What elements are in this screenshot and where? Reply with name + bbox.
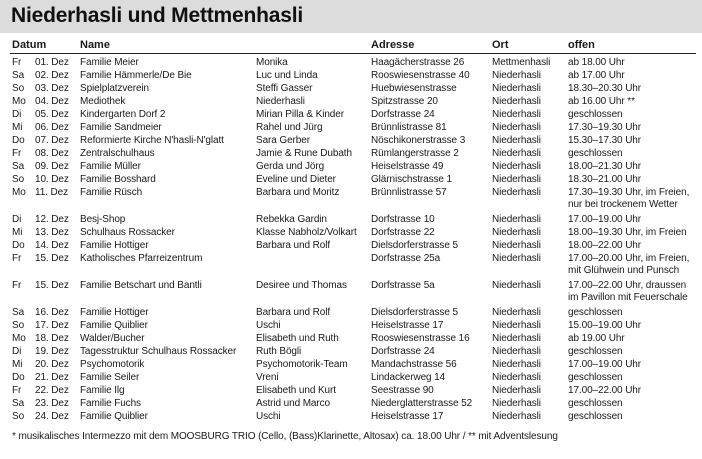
cell-place: Niederhasli (492, 227, 541, 238)
cell-open: 17.00–22.00 Uhr, draussen (568, 280, 687, 291)
cell-address: Rooswiesenstrasse 40 (371, 70, 470, 81)
cell-weekday: Mi (12, 227, 23, 238)
cell-open: 17.00–19.00 Uhr (568, 214, 642, 225)
cell-date: 17. Dez (35, 320, 69, 331)
cell-host-name: Familie Rüsch (80, 187, 143, 198)
cell-open: 18.30–21.00 Uhr (568, 174, 642, 185)
cell-place: Niederhasli (492, 307, 541, 318)
cell-date: 04. Dez (35, 96, 69, 107)
cell-address: Dorfstrasse 25a (371, 253, 441, 264)
cell-place: Niederhasli (492, 320, 541, 331)
cell-date: 10. Dez (35, 174, 69, 185)
cell-date: 22. Dez (35, 385, 69, 396)
cell-host-name: Kindergarten Dorf 2 (80, 109, 166, 120)
cell-address: Heiselstrasse 49 (371, 161, 444, 172)
cell-contact: Psychomotorik-Team (256, 359, 348, 370)
cell-host-name: Familie Seiler (80, 372, 140, 383)
cell-place: Niederhasli (492, 280, 541, 291)
cell-host-name: Familie Hottiger (80, 240, 149, 251)
cell-open: ab 19.00 Uhr (568, 333, 625, 344)
cell-date: 18. Dez (35, 333, 69, 344)
cell-date: 21. Dez (35, 372, 69, 383)
cell-date: 13. Dez (35, 227, 69, 238)
cell-contact: Rebekka Gardin (256, 214, 327, 225)
cell-open: geschlossen (568, 307, 623, 318)
cell-place: Niederhasli (492, 398, 541, 409)
cell-weekday: Mo (12, 333, 26, 344)
cell-contact: Uschi (256, 411, 281, 422)
cell-open: geschlossen (568, 109, 623, 120)
cell-host-name: Familie Quiblier (80, 320, 148, 331)
cell-place: Niederhasli (492, 70, 541, 81)
cell-host-name: Familie Quiblier (80, 411, 148, 422)
cell-weekday: Di (12, 214, 22, 225)
cell-open: 17.00–20.00 Uhr, im Freien, (568, 253, 690, 264)
footnote: * musikalisches Intermezzo mit dem MOOSBURG TRIO (Cello, (Bass)Klarinette, Altosax) ca. 18.00 Uhr / ** mit Adventslesung (12, 431, 558, 442)
cell-weekday: Sa (12, 161, 25, 172)
cell-place: Niederhasli (492, 346, 541, 357)
cell-weekday: Di (12, 346, 22, 357)
cell-host-name: Schulhaus Rossacker (80, 227, 175, 238)
cell-address: Glärnischstrasse 1 (371, 174, 453, 185)
cell-weekday: Fr (12, 57, 22, 68)
cell-address: Haagächerstrasse 26 (371, 57, 465, 68)
cell-date: 01. Dez (35, 57, 69, 68)
cell-weekday: So (12, 174, 25, 185)
cell-weekday: Fr (12, 253, 22, 264)
cell-open: 18.00–22.00 Uhr (568, 240, 642, 251)
cell-open: 15.30–17.30 Uhr (568, 135, 642, 146)
cell-open: im Pavillon mit Feuerschale (568, 292, 688, 303)
cell-contact: Sara Gerber (256, 135, 310, 146)
cell-contact: Ruth Bögli (256, 346, 302, 357)
header-datum: Datum (12, 39, 47, 51)
cell-address: Seestrasse 90 (371, 385, 434, 396)
cell-date: 24. Dez (35, 411, 69, 422)
cell-weekday: Mi (12, 122, 23, 133)
cell-host-name: Spielplatzverein (80, 83, 149, 94)
page-title: Niederhasli und Mettmenhasli (11, 4, 303, 27)
cell-address: Rümlangerstrasse 2 (371, 148, 459, 159)
cell-place: Niederhasli (492, 372, 541, 383)
header-ort: Ort (492, 39, 509, 51)
cell-address: Dorfstrasse 24 (371, 346, 435, 357)
cell-contact: Steffi Gasser (256, 83, 313, 94)
cell-contact: Niederhasli (256, 96, 305, 107)
cell-place: Niederhasli (492, 187, 541, 198)
cell-place: Mettmenhasli (492, 57, 551, 68)
cell-address: Dielsdorferstrasse 5 (371, 240, 458, 251)
cell-contact: Eveline und Dieter (256, 174, 336, 185)
cell-place: Niederhasli (492, 135, 541, 146)
cell-date: 12. Dez (35, 214, 69, 225)
cell-contact: Astrid und Marco (256, 398, 330, 409)
cell-contact: Uschi (256, 320, 281, 331)
header-name: Name (80, 39, 110, 51)
cell-host-name: Katholisches Pfarreizentrum (80, 253, 203, 264)
cell-contact: Barbara und Rolf (256, 240, 331, 251)
cell-host-name: Familie Sandmeier (80, 122, 162, 133)
cell-host-name: Familie Fuchs (80, 398, 141, 409)
cell-open: nur bei trockenem Wetter (568, 199, 678, 210)
cell-date: 14. Dez (35, 240, 69, 251)
cell-address: Spitzstrasse 20 (371, 96, 438, 107)
cell-host-name: Psychomotorik (80, 359, 145, 370)
cell-address: Nöschikonerstrasse 3 (371, 135, 466, 146)
cell-weekday: Sa (12, 307, 25, 318)
cell-date: 02. Dez (35, 70, 69, 81)
cell-open: ab 16.00 Uhr ** (568, 96, 635, 107)
header-adresse: Adresse (371, 39, 415, 51)
cell-place: Niederhasli (492, 83, 541, 94)
cell-contact: Mirian Pilla & Kinder (256, 109, 344, 120)
cell-weekday: Sa (12, 398, 25, 409)
cell-contact: Monika (256, 57, 288, 68)
cell-host-name: Mediothek (80, 96, 126, 107)
cell-contact: Barbara und Moritz (256, 187, 340, 198)
cell-date: 15. Dez (35, 253, 69, 264)
cell-contact: Jamie & Rune Dubath (256, 148, 352, 159)
cell-weekday: Do (12, 135, 25, 146)
cell-host-name: Zentralschulhaus (80, 148, 155, 159)
cell-place: Niederhasli (492, 385, 541, 396)
cell-place: Niederhasli (492, 148, 541, 159)
cell-weekday: Mi (12, 359, 23, 370)
cell-address: Heiselstrasse 17 (371, 320, 444, 331)
cell-address: Dorfstrasse 24 (371, 109, 435, 120)
cell-place: Niederhasli (492, 161, 541, 172)
cell-weekday: Fr (12, 385, 22, 396)
cell-place: Niederhasli (492, 411, 541, 422)
cell-address: Dorfstrasse 22 (371, 227, 435, 238)
cell-weekday: Fr (12, 280, 22, 291)
cell-host-name: Familie Ilg (80, 385, 125, 396)
cell-date: 16. Dez (35, 307, 69, 318)
cell-contact: Gerda und Jörg (256, 161, 325, 172)
cell-open: geschlossen (568, 372, 623, 383)
cell-date: 07. Dez (35, 135, 69, 146)
cell-place: Niederhasli (492, 359, 541, 370)
cell-date: 23. Dez (35, 398, 69, 409)
cell-weekday: Sa (12, 70, 25, 81)
cell-contact: Vreni (256, 372, 279, 383)
cell-date: 05. Dez (35, 109, 69, 120)
cell-open: geschlossen (568, 346, 623, 357)
cell-place: Niederhasli (492, 214, 541, 225)
cell-host-name: Familie Hämmerle/De Bie (80, 70, 192, 81)
cell-open: 18.00–21.30 Uhr (568, 161, 642, 172)
cell-date: 11. Dez (35, 187, 69, 198)
cell-date: 19. Dez (35, 346, 69, 357)
cell-host-name: Familie Bosshard (80, 174, 156, 185)
cell-open: geschlossen (568, 148, 623, 159)
cell-open: geschlossen (568, 398, 623, 409)
cell-host-name: Familie Hottiger (80, 307, 149, 318)
cell-contact: Barbara und Rolf (256, 307, 331, 318)
cell-address: Niederglatterstrasse 52 (371, 398, 473, 409)
cell-open: 17.00–19.00 Uhr (568, 359, 642, 370)
cell-host-name: Tagesstruktur Schulhaus Rossacker (80, 346, 237, 357)
cell-contact: Desiree und Thomas (256, 280, 347, 291)
cell-open: 17.30–19.30 Uhr (568, 122, 642, 133)
cell-address: Dorfstrasse 10 (371, 214, 435, 225)
cell-host-name: Besj-Shop (80, 214, 126, 225)
cell-address: Heiselstrasse 17 (371, 411, 444, 422)
cell-contact: Elisabeth und Kurt (256, 385, 336, 396)
cell-weekday: Fr (12, 148, 22, 159)
cell-weekday: So (12, 320, 25, 331)
cell-address: Dorfstrasse 5a (371, 280, 435, 291)
cell-weekday: Do (12, 372, 25, 383)
cell-host-name: Reformierte Kirche N'hasli-N'glatt (80, 135, 224, 146)
cell-place: Niederhasli (492, 174, 541, 185)
cell-open: 15.00–19.00 Uhr (568, 320, 642, 331)
cell-open: mit Glühwein und Punsch (568, 265, 680, 276)
cell-host-name: Walder/Bucher (80, 333, 145, 344)
cell-open: 18.30–20.30 Uhr (568, 83, 642, 94)
cell-open: ab 18.00 Uhr (568, 57, 625, 68)
cell-address: Dielsdorferstrasse 5 (371, 307, 458, 318)
cell-contact: Rahel und Jürg (256, 122, 323, 133)
cell-date: 06. Dez (35, 122, 69, 133)
cell-date: 20. Dez (35, 359, 69, 370)
cell-open: 17.00–22.00 Uhr (568, 385, 642, 396)
cell-place: Niederhasli (492, 333, 541, 344)
cell-contact: Luc und Linda (256, 70, 318, 81)
cell-place: Niederhasli (492, 240, 541, 251)
cell-place: Niederhasli (492, 122, 541, 133)
cell-address: Brünnlistrasse 81 (371, 122, 447, 133)
cell-address: Lindackerweg 14 (371, 372, 446, 383)
cell-weekday: Di (12, 109, 22, 120)
cell-address: Huebwiesenstrasse (371, 83, 457, 94)
cell-date: 03. Dez (35, 83, 69, 94)
header-offen: offen (568, 39, 595, 51)
cell-date: 15. Dez (35, 280, 69, 291)
cell-open: geschlossen (568, 411, 623, 422)
cell-address: Mandachstrasse 56 (371, 359, 457, 370)
cell-date: 08. Dez (35, 148, 69, 159)
cell-place: Niederhasli (492, 253, 541, 264)
cell-weekday: Mo (12, 96, 26, 107)
cell-weekday: So (12, 411, 25, 422)
cell-host-name: Familie Betschart und Bantli (80, 280, 202, 291)
cell-host-name: Familie Müller (80, 161, 141, 172)
cell-place: Niederhasli (492, 109, 541, 120)
cell-date: 09. Dez (35, 161, 69, 172)
cell-weekday: Mo (12, 187, 26, 198)
cell-place: Niederhasli (492, 96, 541, 107)
cell-host-name: Familie Meier (80, 57, 139, 68)
cell-weekday: Do (12, 240, 25, 251)
cell-contact: Klasse Nabholz/Volkart (256, 227, 357, 238)
cell-address: Brünnlistrasse 57 (371, 187, 447, 198)
cell-open: ab 17.00 Uhr (568, 70, 625, 81)
cell-open: 17.30–19.30 Uhr, im Freien, (568, 187, 690, 198)
cell-contact: Elisabeth und Ruth (256, 333, 339, 344)
cell-address: Rooswiesenstrasse 16 (371, 333, 470, 344)
cell-open: 18.00–19.30 Uhr, im Freien (568, 227, 687, 238)
cell-weekday: So (12, 83, 25, 94)
